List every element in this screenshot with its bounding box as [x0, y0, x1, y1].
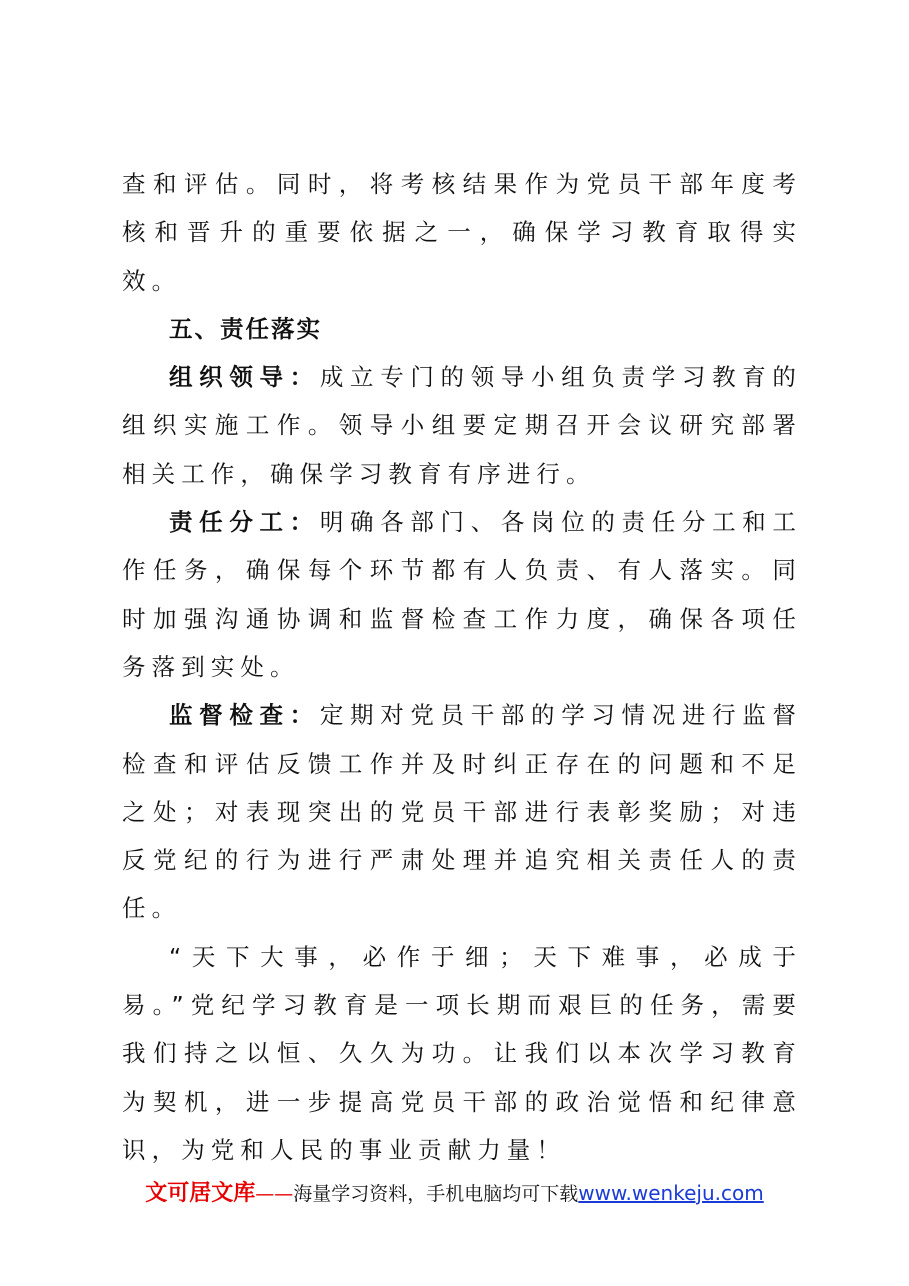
section-heading: 五、责任落实: [169, 314, 322, 343]
paragraph-organization-leadership: [122, 353, 802, 498]
document-body: [122, 160, 802, 1174]
paragraph-lead: 组织领导：: [169, 363, 320, 392]
paragraph-conclusion: “天下大事，必作于细；天下难事，必成于易。”党纪学习教育是一项长期而艰巨的任务，需要我们持之以恒、久久为功。让我们以本次学习教育为契机，进一步提高党员干部的政治觉悟和纪律意识，为党和人民的事业贡献力量！: [122, 942, 802, 1164]
paragraph-text: 成立专门的领导小组负责学习教育的组织实施工作。领导小组要定期召开会议研究部署相关工作，确保学习教育有序进行。: [122, 363, 803, 488]
paragraph-text: 定期对党员干部的学习情况进行监督检查和评估反馈工作并及时纠正存在的问题和不足之处；对表现突出的党员干部进行表彰奖励；对违反党纪的行为进行严肃处理并追究相关责任人的责任。: [122, 701, 803, 923]
footer-link[interactable]: www.wenkeju.com: [578, 1181, 764, 1205]
page-footer: [0, 1176, 909, 1207]
footer-dash: ——: [255, 1183, 294, 1205]
paragraph-supervision: [122, 691, 802, 932]
paragraph-text: 明确各部门、各岗位的责任分工和工作任务，确保每个环节都有人负责、有人落实。同时加强沟通协调和监督检查工作力度，确保各项任务落到实处。: [122, 508, 803, 681]
footer-brand: 文可居文库: [145, 1181, 256, 1206]
paragraph-continuation: 查和评估。同时，将考核结果作为党员干部年度考核和晋升的重要依据之一，确保学习教育取得实效。: [122, 170, 802, 295]
footer-slogan: 海量学习资料，手机电脑均可下载: [293, 1183, 579, 1205]
paragraph-lead: 监督检查：: [169, 701, 320, 730]
paragraph-responsibility-division: [122, 498, 802, 691]
paragraph-lead: 责任分工：: [169, 508, 320, 537]
